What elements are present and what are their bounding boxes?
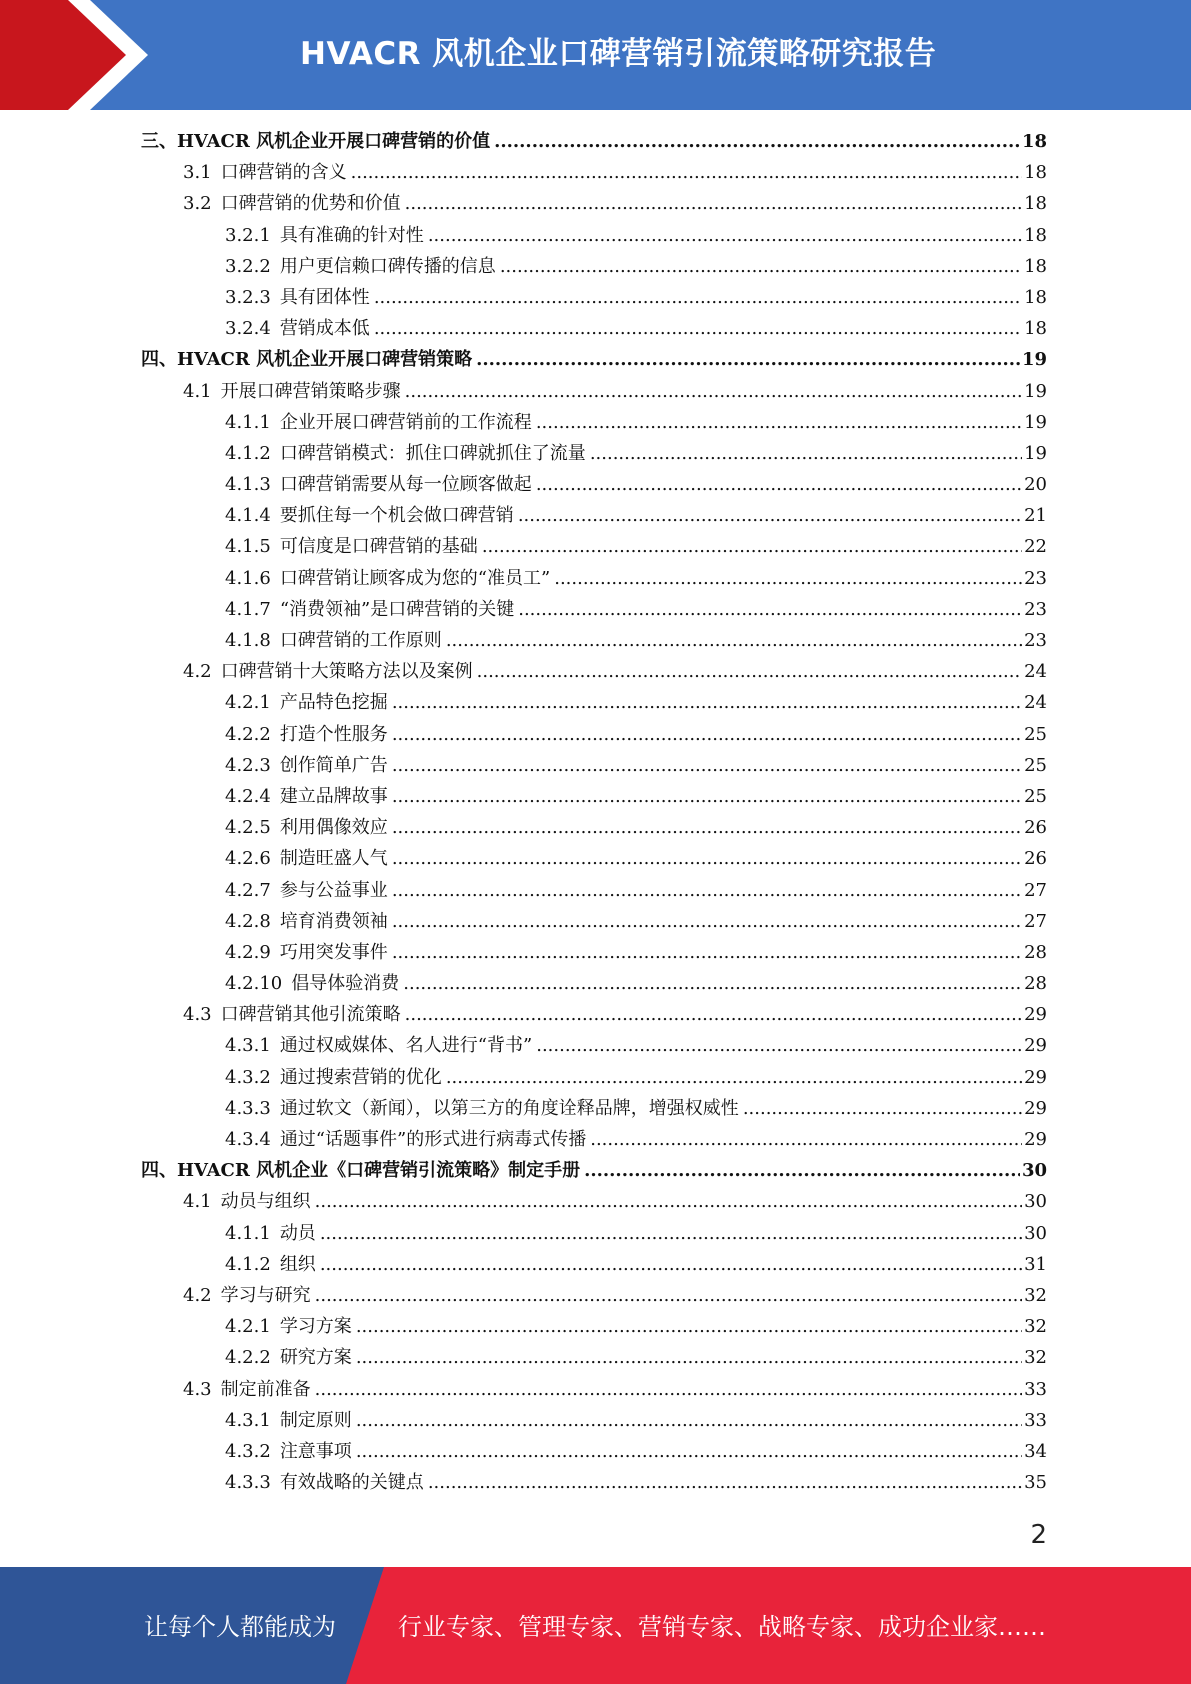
toc-entry-number: 4.2.5	[225, 817, 271, 839]
toc-entry[interactable]	[141, 1467, 1047, 1498]
toc-entry[interactable]	[141, 469, 1047, 500]
toc-entry[interactable]	[141, 625, 1047, 656]
toc-entry[interactable]	[141, 563, 1047, 594]
toc-dot-leader	[518, 500, 1022, 531]
toc-entry[interactable]	[141, 999, 1047, 1030]
toc-entry[interactable]	[141, 687, 1047, 718]
toc-entry[interactable]	[141, 1249, 1047, 1280]
toc-dot-leader	[392, 906, 1022, 937]
toc-entry-page: 34	[1024, 1440, 1047, 1462]
toc-entry[interactable]	[141, 251, 1047, 282]
toc-entry-page: 18	[1024, 224, 1047, 246]
toc-entry[interactable]	[141, 1030, 1047, 1061]
toc-entry-title: 制定前准备	[220, 1378, 311, 1400]
toc-entry-number: 4.2.8	[225, 910, 271, 932]
toc-entry-number: 3.2.2	[225, 255, 271, 277]
toc-entry-title: 动员	[279, 1222, 316, 1244]
toc-dot-leader	[536, 407, 1022, 438]
toc-entry-number: 4.1	[183, 1191, 212, 1213]
toc-entry[interactable]	[141, 1218, 1047, 1249]
toc-entry[interactable]	[141, 875, 1047, 906]
footer-slogan-left: 让每个人都能成为	[144, 1613, 336, 1641]
toc-dot-leader	[392, 750, 1022, 781]
toc-entry-title: 巧用突发事件	[279, 941, 388, 963]
toc-dot-leader	[351, 157, 1022, 188]
toc-entry-title: 口碑营销的优势和价值	[220, 193, 401, 215]
toc-entry-title: 建立品牌故事	[279, 785, 388, 807]
toc-dot-leader	[482, 531, 1022, 562]
toc-entry[interactable]	[141, 968, 1047, 999]
toc-dot-leader	[356, 1311, 1022, 1342]
toc-entry-title: 通过权威媒体、名人进行“背书”	[279, 1035, 533, 1057]
toc-dot-leader	[405, 999, 1022, 1030]
toc-entry-number: 4.1.6	[225, 567, 271, 589]
toc-dot-leader	[356, 1342, 1022, 1373]
toc-dot-leader	[590, 438, 1022, 469]
toc-entry-page: 30	[1024, 1222, 1047, 1244]
toc-entry-number: 4.1	[183, 380, 212, 402]
toc-dot-leader	[743, 1093, 1022, 1124]
toc-entry[interactable]	[141, 407, 1047, 438]
toc-entry[interactable]	[141, 1186, 1047, 1217]
toc-entry-page: 29	[1024, 1066, 1047, 1088]
toc-dot-leader	[405, 188, 1022, 219]
toc-entry[interactable]	[141, 719, 1047, 750]
toc-entry-page: 23	[1024, 567, 1047, 589]
toc-entry-title: 可信度是口碑营销的基础	[279, 536, 478, 558]
toc-dot-leader	[476, 344, 1020, 375]
toc-entry-page: 27	[1024, 910, 1047, 932]
toc-dot-leader	[494, 126, 1020, 157]
toc-entry[interactable]	[141, 781, 1047, 812]
toc-entry-title: 通过搜索营销的优化	[279, 1066, 442, 1088]
toc-entry-page: 35	[1024, 1472, 1047, 1494]
toc-entry-number: 4.1.2	[225, 1253, 271, 1275]
toc-entry[interactable]	[141, 1374, 1047, 1405]
page-footer	[0, 1567, 1191, 1684]
toc-entry-page: 27	[1024, 879, 1047, 901]
toc-dot-leader	[392, 937, 1022, 968]
toc-entry-title: 打造个性服务	[279, 723, 388, 745]
toc-dot-leader	[315, 1186, 1022, 1217]
toc-entry-number: 4.1.1	[225, 1222, 271, 1244]
toc-entry-number: 3.2.4	[225, 318, 271, 340]
toc-entry-title: 开展口碑营销策略步骤	[220, 380, 401, 402]
toc-entry-title: 产品特色挖掘	[279, 692, 388, 714]
page-number: 2	[1030, 1520, 1047, 1550]
toc-dot-leader	[392, 781, 1022, 812]
toc-entry-page: 18	[1024, 255, 1047, 277]
toc-entry-title: 口碑营销其他引流策略	[220, 1004, 401, 1026]
toc-entry-number: 4.3.3	[225, 1472, 271, 1494]
toc-entry[interactable]	[141, 220, 1047, 251]
toc-entry-title: 学习与研究	[220, 1284, 311, 1306]
toc-entry-number: 3.2.1	[225, 224, 271, 246]
toc-entry-page: 18	[1024, 286, 1047, 308]
toc-entry-page: 30	[1021, 1160, 1047, 1182]
toc-entry-page: 19	[1024, 380, 1047, 402]
toc-entry-title: 要抓住每一个机会做口碑营销	[279, 505, 514, 527]
toc-entry[interactable]	[141, 750, 1047, 781]
toc-entry-title: 培育消费领袖	[279, 910, 388, 932]
footer-slogan-right: 行业专家、管理专家、营销专家、战略专家、成功企业家……	[398, 1613, 1046, 1641]
toc-entry-title: 动员与组织	[220, 1191, 311, 1213]
toc-entry-page: 32	[1024, 1284, 1047, 1306]
toc-entry-number: 4.3.3	[225, 1097, 271, 1119]
toc-entry-page: 25	[1024, 754, 1047, 776]
toc-entry-title: HVACR 风机企业《口碑营销引流策略》制定手册	[177, 1160, 581, 1182]
toc-entry-page: 19	[1021, 349, 1047, 371]
toc-dot-leader	[320, 1249, 1022, 1280]
toc-entry-title: 创作简单广告	[279, 754, 388, 776]
toc-entry-page: 28	[1024, 941, 1047, 963]
toc-dot-leader	[356, 1436, 1022, 1467]
toc-entry-page: 29	[1024, 1097, 1047, 1119]
toc-entry-title: 口碑营销十大策略方法以及案例	[220, 661, 473, 683]
toc-entry-title: 口碑营销让顾客成为您的“准员工”	[279, 567, 551, 589]
toc-dot-leader	[536, 469, 1022, 500]
toc-dot-leader	[315, 1374, 1022, 1405]
toc-entry[interactable]	[141, 188, 1047, 219]
toc-entry-number: 4.3.1	[225, 1409, 271, 1431]
toc-dot-leader	[500, 251, 1022, 282]
toc-entry-number: 4.3	[183, 1378, 212, 1400]
toc-entry-page: 22	[1024, 536, 1047, 558]
toc-dot-leader	[518, 594, 1022, 625]
toc-dot-leader	[392, 687, 1022, 718]
toc-entry-page: 30	[1024, 1191, 1047, 1213]
toc-dot-leader	[584, 1155, 1020, 1186]
toc-entry-number: 4.1.4	[225, 505, 271, 527]
toc-entry-page: 29	[1024, 1129, 1047, 1150]
toc-entry-number: 4.1.1	[225, 411, 271, 433]
toc-entry-page: 20	[1024, 474, 1047, 496]
toc-entry-title: 利用偶像效应	[279, 817, 388, 839]
toc-dot-leader	[428, 1467, 1022, 1498]
toc-entry-page: 32	[1024, 1347, 1047, 1369]
toc-entry[interactable]	[141, 1062, 1047, 1093]
toc-entry-number: 三、	[141, 131, 177, 152]
toc-entry-number: 4.2.1	[225, 1316, 271, 1338]
toc-entry-number: 4.2.6	[225, 848, 271, 870]
toc-entry-number: 4.2.10	[225, 973, 283, 995]
toc-entry-number: 3.2.3	[225, 286, 271, 308]
toc-entry-number: 4.2	[183, 1284, 212, 1306]
toc-entry-page: 23	[1024, 630, 1047, 651]
toc-entry-number: 四、	[141, 1160, 177, 1182]
toc-entry-title: 倡导体验消费	[291, 973, 400, 995]
toc-entry-title: 研究方案	[279, 1347, 352, 1369]
toc-entry-page: 33	[1024, 1409, 1047, 1431]
toc-entry[interactable]	[141, 1436, 1047, 1467]
toc-entry-title: 营销成本低	[279, 318, 370, 340]
toc-dot-leader	[320, 1218, 1022, 1249]
toc-entry[interactable]	[141, 594, 1047, 625]
toc-entry-page: 19	[1024, 411, 1047, 433]
toc-entry-number: 4.2.2	[225, 723, 271, 745]
toc-entry-number: 3.1	[183, 162, 212, 184]
toc-entry-title: 口碑营销的工作原则	[279, 630, 442, 651]
toc-entry-title: HVACR 风机企业开展口碑营销策略	[177, 349, 473, 371]
toc-entry-page: 21	[1024, 505, 1047, 527]
toc-entry[interactable]	[141, 812, 1047, 843]
toc-dot-leader	[392, 719, 1022, 750]
toc-dot-leader	[374, 313, 1022, 344]
toc-dot-leader	[590, 1124, 1022, 1155]
toc-dot-leader	[315, 1280, 1022, 1311]
toc-entry-number: 4.2.2	[225, 1347, 271, 1369]
toc-entry[interactable]	[141, 531, 1047, 562]
toc-entry-title: 制定原则	[279, 1409, 352, 1431]
toc-entry-page: 25	[1024, 723, 1047, 745]
toc-entry-number: 4.1.8	[225, 630, 271, 651]
toc-dot-leader	[403, 968, 1022, 999]
toc-entry-title: 通过“话题事件”的形式进行病毒式传播	[279, 1129, 587, 1150]
toc-entry-page: 24	[1024, 692, 1047, 714]
toc-entry[interactable]	[141, 1124, 1047, 1155]
toc-entry-title: 口碑营销的含义	[220, 162, 347, 184]
toc-entry-number: 四、	[141, 349, 177, 371]
toc-entry-page: 29	[1024, 1004, 1047, 1026]
toc-entry-title: 口碑营销模式：抓住口碑就抓住了流量	[279, 442, 586, 464]
toc-dot-leader	[477, 656, 1022, 687]
toc-entry-title: 组织	[279, 1253, 316, 1275]
toc-entry-number: 4.1.5	[225, 536, 271, 558]
toc-entry[interactable]	[141, 1093, 1047, 1124]
toc-entry-page: 26	[1024, 817, 1047, 839]
toc-entry-title: 制造旺盛人气	[279, 848, 388, 870]
toc-entry-number: 4.3.1	[225, 1035, 271, 1057]
toc-entry-page: 18	[1024, 162, 1047, 184]
toc-dot-leader	[428, 220, 1022, 251]
toc-entry-page: 32	[1024, 1316, 1047, 1338]
toc-entry-title: 具有团体性	[279, 286, 370, 308]
toc-dot-leader	[356, 1405, 1022, 1436]
toc-entry-page: 33	[1024, 1378, 1047, 1400]
toc-dot-leader	[446, 625, 1022, 656]
toc-entry-title: 企业开展口碑营销前的工作流程	[279, 411, 532, 433]
report-title: HVACR 风机企业口碑营销引流策略研究报告	[300, 36, 937, 72]
toc-entry-number: 4.2.1	[225, 692, 271, 714]
toc-entry-page: 24	[1024, 661, 1047, 683]
toc-entry-number: 4.1.2	[225, 442, 271, 464]
toc-entry-title: 学习方案	[279, 1316, 352, 1338]
toc-entry-page: 25	[1024, 785, 1047, 807]
toc-entry[interactable]	[141, 157, 1047, 188]
toc-dot-leader	[392, 843, 1022, 874]
toc-entry-number: 3.2	[183, 193, 212, 215]
toc-dot-leader	[392, 875, 1022, 906]
toc-entry-page: 29	[1024, 1035, 1047, 1057]
toc-entry[interactable]	[141, 438, 1047, 469]
toc-dot-leader	[392, 812, 1022, 843]
toc-entry[interactable]	[141, 126, 1047, 157]
toc-entry-number: 4.2.3	[225, 754, 271, 776]
toc-entry[interactable]	[141, 282, 1047, 313]
toc-entry-title: 用户更信赖口碑传播的信息	[279, 255, 496, 277]
toc-entry-title: 口碑营销需要从每一位顾客做起	[279, 474, 532, 496]
toc-entry-page: 18	[1024, 193, 1047, 215]
toc-entry-number: 4.2.9	[225, 941, 271, 963]
toc-dot-leader	[554, 563, 1022, 594]
toc-entry-page: 26	[1024, 848, 1047, 870]
toc-entry[interactable]	[141, 344, 1047, 375]
toc-entry-number: 4.3.2	[225, 1066, 271, 1088]
toc-entry[interactable]	[141, 1342, 1047, 1373]
toc-dot-leader	[374, 282, 1022, 313]
toc-entry[interactable]	[141, 376, 1047, 407]
toc-entry-number: 4.2.7	[225, 879, 271, 901]
toc-entry[interactable]	[141, 937, 1047, 968]
toc-entry-page: 28	[1024, 973, 1047, 995]
toc-entry-page: 18	[1024, 318, 1047, 340]
toc-entry-number: 4.3	[183, 1004, 212, 1026]
toc-dot-leader	[405, 376, 1022, 407]
toc-entry[interactable]	[141, 843, 1047, 874]
toc-entry-number: 4.2	[183, 661, 212, 683]
toc-entry[interactable]	[141, 906, 1047, 937]
arrow-logo-icon	[0, 0, 170, 110]
toc-entry-title: 具有准确的针对性	[279, 224, 424, 246]
toc-entry-number: 4.1.7	[225, 598, 271, 620]
toc-entry-page: 31	[1024, 1253, 1047, 1275]
toc-entry[interactable]	[141, 1405, 1047, 1436]
toc-entry-title: 通过软文（新闻），以第三方的角度诠释品牌，增强权威性	[279, 1097, 739, 1119]
toc-entry[interactable]	[141, 1311, 1047, 1342]
toc-entry-title: 参与公益事业	[279, 879, 388, 901]
toc-entry-title: 注意事项	[279, 1440, 352, 1462]
toc-entry-title: HVACR 风机企业开展口碑营销的价值	[177, 131, 491, 152]
toc-entry-number: 4.2.4	[225, 785, 271, 807]
toc-dot-leader	[446, 1062, 1022, 1093]
toc-entry[interactable]	[141, 1280, 1047, 1311]
toc-entry-page: 23	[1024, 598, 1047, 620]
toc-entry-title: “消费领袖”是口碑营销的关键	[279, 598, 515, 620]
toc-entry-number: 4.1.3	[225, 474, 271, 496]
toc-entry-title: 有效战略的关键点	[279, 1472, 424, 1494]
toc-entry-number: 4.3.4	[225, 1129, 271, 1150]
toc-entry-page: 19	[1024, 442, 1047, 464]
page-header	[0, 0, 1191, 110]
toc-entry-page: 18	[1021, 131, 1047, 152]
toc-entry[interactable]	[141, 656, 1047, 687]
toc-entry-number: 4.3.2	[225, 1440, 271, 1462]
toc-entry[interactable]	[141, 1155, 1047, 1186]
table-of-contents	[141, 126, 1047, 1498]
toc-entry[interactable]	[141, 500, 1047, 531]
toc-entry[interactable]	[141, 313, 1047, 344]
toc-dot-leader	[536, 1030, 1022, 1061]
